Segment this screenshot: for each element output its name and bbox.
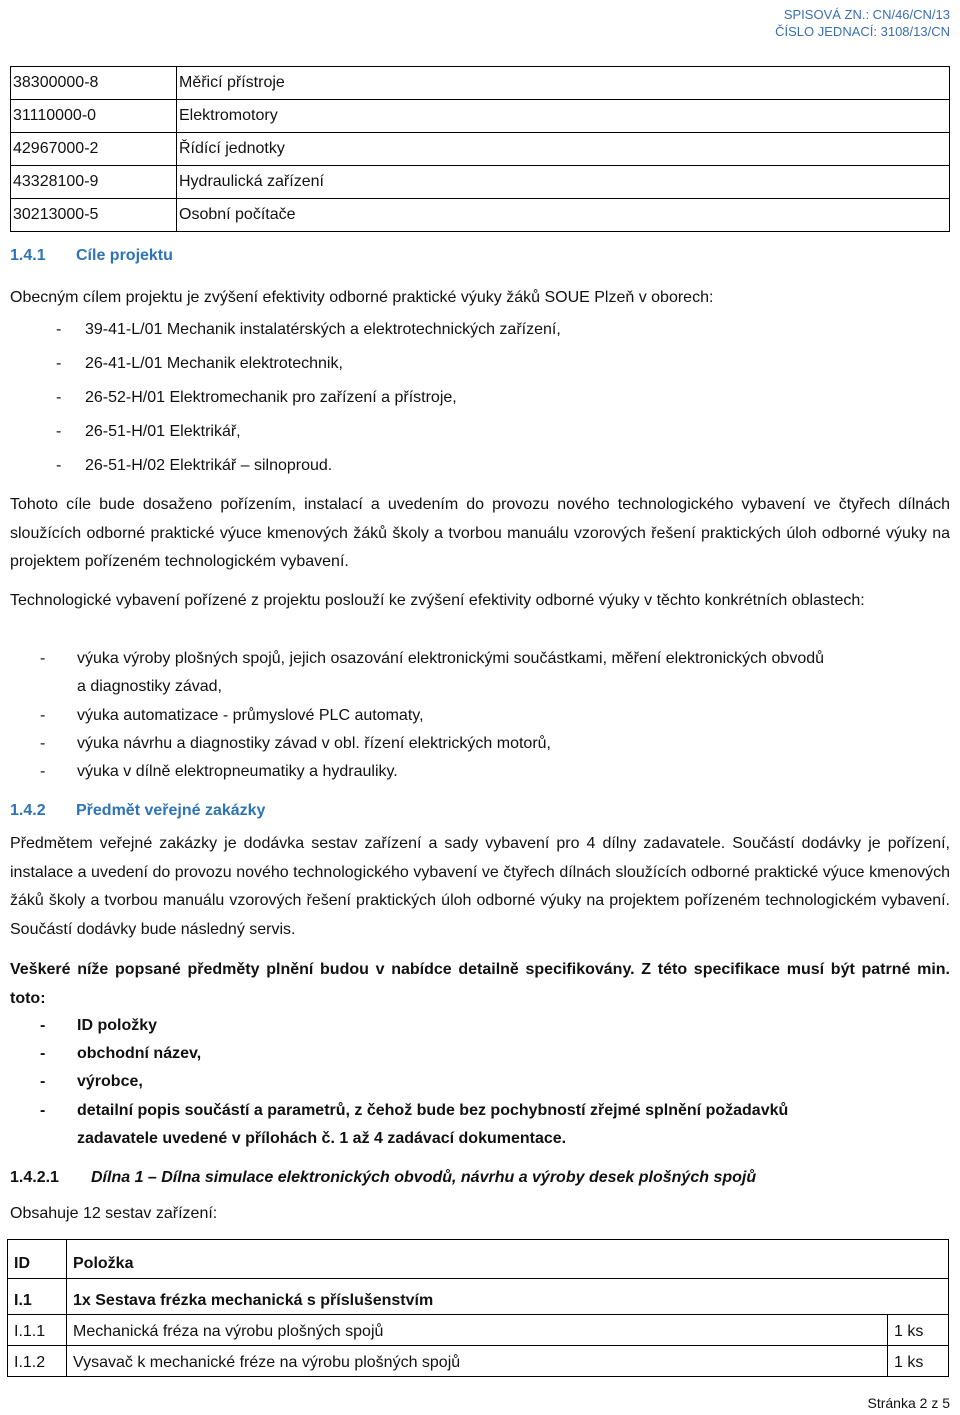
header-item: Položka bbox=[67, 1240, 949, 1279]
bold-paragraph: Veškeré níže popsané předměty plnění budou v nabídce detailně specifikovány. Z této specifikace musí být patrné min. toto: bbox=[10, 961, 950, 1007]
row-qty: 1 ks bbox=[888, 1346, 949, 1377]
cpv-table bbox=[10, 66, 950, 232]
section-number: 1.4.2 bbox=[10, 802, 46, 819]
cpv-code: 31110000-0 bbox=[11, 100, 177, 133]
subsection-heading-1-4-2-1 bbox=[10, 1165, 756, 1191]
list-item-text: obchodní název, bbox=[77, 1045, 202, 1062]
body-paragraph: Předmětem veřejné zakázky je dodávka sestav zařízení a sady vybavení pro 4 dílny zadavatele. Součástí dodávky je pořízení, instalace a uvedení do provozu nového technologického vybavení ve čtyřech dílnách sloužících odborné praktické výuce kmenových žáků školy a tvorbou manuálu vzorových řešení praktických úloh odborné výuky na projektem pořízeném technologickém vybavení. Součástí dodávky bude následný servis. bbox=[10, 835, 950, 938]
file-reference: SPISOVÁ ZN.: CN/46/CN/13 bbox=[783, 7, 950, 22]
body-paragraph: Technologické vybavení pořízené z projektu poslouží ke zvýšení efektivity odborné výuky v těchto konkrétních oblastech: bbox=[10, 592, 865, 609]
table-row bbox=[11, 199, 950, 232]
cpv-code: 42967000-2 bbox=[11, 133, 177, 166]
body-paragraph: Tohoto cíle bude dosaženo pořízením, instalací a uvedením do provozu nového technologického vybavení ve čtyřech dílnách sloužících odborné praktické výuce kmenových žáků školy a tvorbou manuálu vzorových řešení praktických úloh odborné výuky na projektem pořízeném technologickém vybavení. bbox=[10, 496, 950, 570]
section-heading-1-4-1 bbox=[10, 244, 173, 268]
cpv-name: Osobní počítače bbox=[177, 199, 950, 232]
cpv-name: Hydraulická zařízení bbox=[177, 166, 950, 199]
list-item-text: výrobce, bbox=[77, 1073, 143, 1090]
list-item-text: 26-41-L/01 Mechanik elektrotechnik, bbox=[85, 355, 343, 372]
contains-note: Obsahuje 12 sestav zařízení: bbox=[10, 1205, 218, 1222]
table-row bbox=[11, 133, 950, 166]
cpv-name: Elektromotory bbox=[177, 100, 950, 133]
section-title: Cíle projektu bbox=[76, 247, 173, 264]
section-number: 1.4.1 bbox=[10, 247, 46, 264]
list-item-text: zadavatele uvedené v přílohách č. 1 až 4 zadávací dokumentace. bbox=[77, 1130, 567, 1147]
cpv-code: 38300000-8 bbox=[11, 67, 177, 100]
table-row bbox=[8, 1346, 949, 1377]
section-title: Dílna 1 – Dílna simulace elektronických obvodů, návrhu a výroby desek plošných spojů bbox=[91, 1169, 757, 1186]
table-row bbox=[11, 67, 950, 100]
list-item-text: ID položky bbox=[77, 1017, 158, 1034]
document-header bbox=[775, 6, 950, 40]
cpv-name: Měřicí přístroje bbox=[177, 67, 950, 100]
row-item: Vysavač k mechanické fréze na výrobu plošných spojů bbox=[67, 1346, 888, 1377]
row-id: I.1.1 bbox=[8, 1315, 67, 1346]
list-item-text: výuka výroby plošných spojů, jejich osazování elektronickými součástkami, měření elektronických obvodů bbox=[77, 650, 825, 667]
section-heading-1-4-2 bbox=[10, 799, 265, 823]
group-id: I.1 bbox=[8, 1279, 67, 1315]
group-item: 1x Sestava frézka mechanická s příslušenstvím bbox=[67, 1279, 949, 1315]
cpv-name: Řídící jednotky bbox=[177, 133, 950, 166]
list-item-text: 26-51-H/01 Elektrikář, bbox=[85, 423, 241, 440]
section-number: 1.4.2.1 bbox=[10, 1169, 59, 1186]
cpv-code: 43328100-9 bbox=[11, 166, 177, 199]
list-item-text: výuka v dílně elektropneumatiky a hydrauliky. bbox=[77, 763, 398, 780]
list-item-text: 26-52-H/01 Elektromechanik pro zařízení a přístroje, bbox=[85, 389, 457, 406]
list-item-text: detailní popis součástí a parametrů, z čehož bude bez pochybností zřejmé splnění požadavků bbox=[77, 1102, 789, 1119]
items-table bbox=[7, 1239, 949, 1377]
reference-number: ČÍSLO JEDNACÍ: 3108/13/CN bbox=[775, 24, 950, 39]
row-qty: 1 ks bbox=[888, 1315, 949, 1346]
list-item-text: 26-51-H/02 Elektrikář – silnoproud. bbox=[85, 457, 333, 474]
table-row bbox=[8, 1315, 949, 1346]
list-item-text: 39-41-L/01 Mechanik instalatérských a elektrotechnických zařízení, bbox=[85, 321, 561, 338]
row-id: I.1.2 bbox=[8, 1346, 67, 1377]
table-row bbox=[11, 100, 950, 133]
page-number: Stránka 2 z 5 bbox=[867, 1395, 950, 1411]
table-header-row bbox=[8, 1240, 949, 1279]
header-id: ID bbox=[8, 1240, 67, 1279]
table-row bbox=[11, 166, 950, 199]
table-group-row bbox=[8, 1279, 949, 1315]
row-item: Mechanická fréza na výrobu plošných spojů bbox=[67, 1315, 888, 1346]
list-item-text: a diagnostiky závad, bbox=[77, 678, 222, 695]
cpv-code: 30213000-5 bbox=[11, 199, 177, 232]
intro-paragraph: Obecným cílem projektu je zvýšení efektivity odborné praktické výuky žáků SOUE Plzeň v oborech: bbox=[10, 289, 714, 306]
list-item-text: výuka automatizace - průmyslové PLC automaty, bbox=[77, 707, 424, 724]
section-title: Předmět veřejné zakázky bbox=[76, 802, 266, 819]
list-item-text: výuka návrhu a diagnostiky závad v obl. řízení elektrických motorů, bbox=[77, 735, 551, 752]
